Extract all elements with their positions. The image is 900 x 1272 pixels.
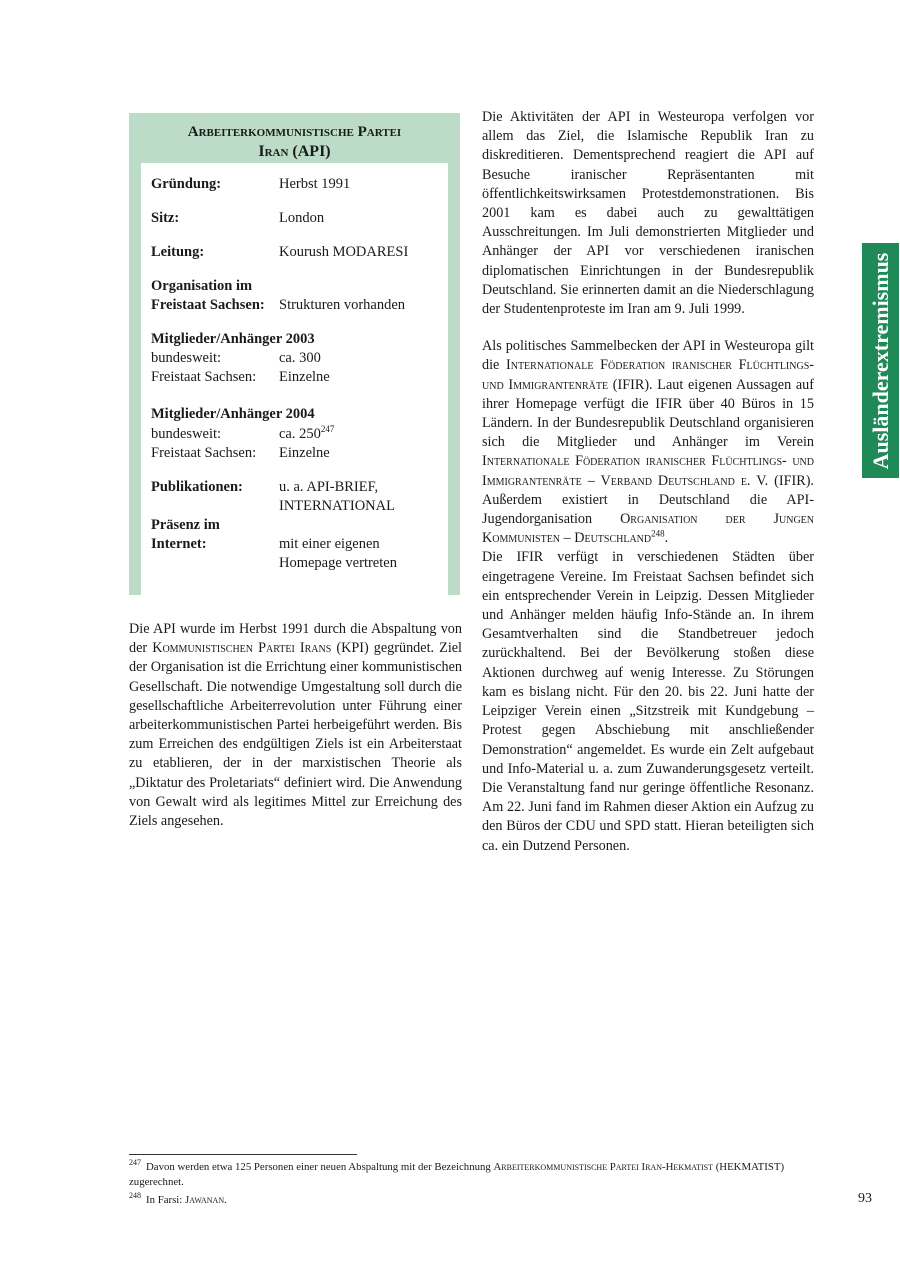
members-2004-sachsen-value: Einzelne — [279, 445, 330, 461]
org-value: Strukturen vorhanden — [279, 297, 406, 313]
members-2003-sachsen-value: Einzelne — [279, 369, 330, 385]
members-2004-bund-value: ca. 250 — [279, 426, 321, 442]
info-box — [129, 113, 460, 595]
praesenz-label-line1: Präsenz im — [151, 517, 220, 533]
footnote-247-number: 247 — [129, 1158, 141, 1168]
members-2003-bund-value: ca. 300 — [279, 350, 321, 366]
members-2004-bund-label: bundesweit: — [151, 426, 222, 442]
org-label-line1: Organisation im — [151, 278, 253, 294]
left-paragraph-1 — [129, 620, 462, 831]
right-paragraph-3: Die IFIR verfügt in verschiedenen Städten über eingetragene Vereine. Im Freistaat Sachsen befindet sich ein entsprechender Verein in Leipzig. Dessen Mitglieder und Anhänger melden häufig Info-Stände an. In ihrem Gesamtverhalten sind die Standbetreuer jedoch zurückhaltend. Bei der Bevölkerung stoßen diese Aktionen durchweg auf wenig Interesse. Zu Störungen kam es bislang nicht. Für den 20. bis 22. Juni hatte der Leipziger Verein einen „Sitzstreik mit Kundgebung – Protest gegen Abschiebung mit anschließender Demonstration“ angemeldet. Es wurde ein Zelt aufgebaut und Info-Material u. a. zum Zuwanderungsgesetz verteilt. Die Veranstaltung fand nur geringe öffentliche Resonanz. Am 22. Juni fand im Rahmen dieser Aktion ein Aufzug zu den Büros der CDU und SPD statt. Hieran beteiligten sich ca. ein Dutzend Personen. — [482, 549, 814, 854]
gruendung-value: Herbst 1991 — [279, 176, 351, 192]
sitz-label: Sitz: — [151, 210, 180, 226]
right-paragraph-1: Die Aktivitäten der API in Westeuropa verfolgen vor allem das Ziel, die Islamische Republik Iran zu diskreditieren. Dementsprechend reagiert die API auf Besuche iranischer Repräsentanten mit öffentlichkeitswirksamen Protestdemonstrationen. Bis 2001 kam es dabei auch zu gewalttätigen Ausschreitungen. Im Juli demonstrierten Mitglieder und Anhänger der API vor verschiedenen iranischen diplomatischen Einrichtungen in der Bundesrepublik Deutschland. Sie erinnerten damit an die Niederschlagung der Studentenproteste im Iran am 9. Juli 1999. — [482, 109, 814, 318]
members-2003-bund-label: bundesweit: — [151, 350, 222, 366]
members-2003-sachsen-label: Freistaat Sachsen: — [151, 369, 257, 385]
footnote-247-text-b: (HEKMATIST) zugerechnet. — [129, 1161, 785, 1188]
footnote-248-text-a: In Farsi: — [146, 1194, 185, 1206]
left-p1-org-name: Kommunistischen Partei Irans — [152, 640, 332, 657]
right-p2-text-c: (IFIR). Außerdem existiert in Deutschland die API-Jugendorganisation — [482, 472, 814, 528]
footnote-248-term: Jawanan — [185, 1194, 225, 1206]
members-2004-sachsen-label: Freistaat Sachsen: — [151, 445, 257, 461]
pub-value-line2: INTERNATIONAL — [279, 498, 395, 514]
pub-label: Publikationen: — [151, 479, 243, 495]
left-p1-text-a: Die API wurde im Herbst 1991 durch die Abspaltung von der — [129, 621, 462, 657]
footnote-247-text-a: Davon werden etwa 125 Personen einer neuen Abspaltung mit der Bezeichnung — [146, 1161, 494, 1173]
right-paragraph-2 — [482, 337, 814, 548]
members-2004-heading: Mitglieder/Anhänger 2004 — [151, 406, 315, 422]
praesenz-value-line2: Homepage vertreten — [279, 555, 397, 571]
right-p2-org-ifir-verband: Internationale Föderation iranischer Flüchtlings- und Immigrantenräte – Verband Deutschland e. V. — [482, 453, 814, 489]
org-label-line2: Freistaat Sachsen: — [151, 297, 265, 313]
footnote-ref-247[interactable]: 247 — [320, 424, 335, 435]
right-p2-text-b: (IFIR). Laut eigenen Aussagen auf ihrer Homepage verfügt die IFIR über 40 Büros in 15 Ländern. In der Bundesrepublik Deutschland organisieren sich die Mitglieder und Anhänger im Verein — [482, 376, 814, 451]
section-side-tab — [862, 243, 899, 478]
footnote-separator — [129, 1154, 357, 1155]
gruendung-label: Gründung: — [151, 176, 222, 192]
page-number: 93 — [858, 1191, 872, 1206]
info-box-title-line2: Iran (API) — [258, 143, 331, 160]
right-p2-org-ifir: Internationale Föderation iranischer Flüchtlings- und Immigrantenräte — [482, 357, 814, 393]
right-column-text — [482, 108, 814, 856]
left-column-text — [129, 620, 462, 831]
praesenz-value-line1: mit einer eigenen — [279, 536, 380, 552]
info-box-title — [129, 123, 460, 161]
pub-value-line1: u. a. API-BRIEF, — [279, 479, 379, 495]
footnote-248-number: 248 — [129, 1191, 141, 1201]
info-box-title-line1: Arbeiterkommunistische Partei — [187, 124, 402, 140]
leitung-label: Leitung: — [151, 244, 205, 260]
sitz-value: London — [279, 210, 325, 226]
right-p2-text-a: Als politisches Sammelbecken der API in Westeuropa gilt die — [482, 338, 814, 374]
leitung-value: Kourush MODARESI — [279, 244, 409, 260]
footnote-248-text-b: . — [224, 1194, 227, 1206]
section-side-tab-label: Ausländerextremismus — [867, 252, 893, 469]
right-p2-org-youth: Organisation der Jungen Kommunisten – Deutschland — [482, 511, 815, 547]
left-p1-text-b: (KPI) gegründet. Ziel der Organisation ist die Errichtung einer kommunistischen Gesellschaft. Die notwendige Umgestaltung soll durch die gesellschaftliche Arbeiterrevolution unter Führung einer arbeiterkommunistischen Partei herbeigeführt werden. Bis zum Erreichen des endgültigen Ziels ist ein Arbeiterstaat zu etablieren, der in der marxistischen Theorie als „Diktatur des Proletariats“ definiert wird. Die Anwendung von Gewalt wird als legitimes Mittel zur Erreichung des Ziels angesehen. — [129, 640, 462, 830]
info-box-content — [141, 163, 448, 696]
footnote-247-org-name: Arbeiterkommunistische Partei Iran-Hekmatist — [493, 1161, 713, 1173]
right-p2-text-d: . — [664, 530, 669, 547]
footnote-248 — [129, 1193, 819, 1208]
members-2003-heading: Mitglieder/Anhänger 2003 — [151, 331, 315, 347]
praesenz-label-line2: Internet: — [151, 536, 207, 552]
footnote-247 — [129, 1160, 819, 1190]
footnote-ref-248[interactable]: 248 — [651, 528, 665, 539]
members-2004-bund-value-wrap — [279, 425, 334, 444]
